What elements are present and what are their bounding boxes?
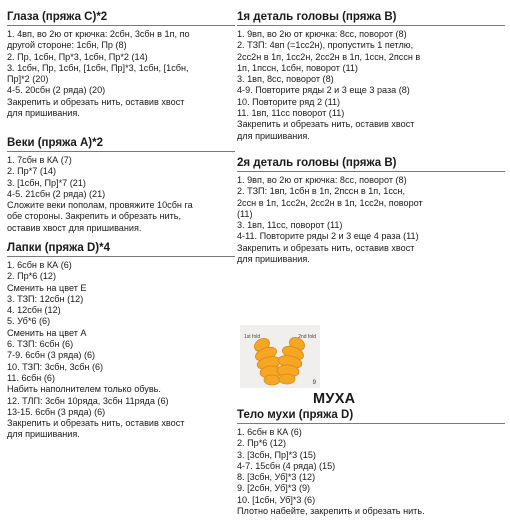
instruction-line: 3. 1сбн, Пр, 1сбн, [1сбн, Пр]*3, 1сбн, [1сбн, <box>7 62 189 73</box>
instruction-line: Сменить на цвет А <box>7 327 87 338</box>
instruction-line: 2. Пр, 1сбн, Пр*3, 1сбн, Пр*2 (14) <box>7 51 148 62</box>
instruction-line: 4. 12сбн (12) <box>7 305 61 316</box>
instruction-line: 11. 1вп, 11сс поворот (11) <box>237 108 345 119</box>
instruction-line: Плотно набейте, закрепить и обрезать нить. <box>237 506 425 517</box>
section-body <box>7 260 235 441</box>
instruction-line: 1. 9вп, во 2ю от крючка: 8сс, поворот (8) <box>237 175 407 185</box>
instruction-line: 3. 1вп, 8сс, поворот (8) <box>237 74 334 85</box>
section-body <box>237 175 505 265</box>
instruction-line: 4-11. Повторите ряды 2 и 3 еще 4 раза (11) <box>237 231 419 242</box>
instruction-line: 1. 6сбн в КА (6) <box>237 427 302 437</box>
section-title: Веки (пряжа А)*2 <box>7 136 235 152</box>
instruction-line: 11. 6сбн (6) <box>7 372 55 383</box>
section-body <box>7 155 235 234</box>
instruction-line: Пр]*2 (20) <box>7 74 49 85</box>
instruction-line: Сложите веки пополам, провяжите 10сбн га <box>7 200 193 211</box>
section-title: 2я деталь головы (пряжа В) <box>237 156 505 172</box>
instruction-line: для пришивания. <box>7 108 80 119</box>
section-title: Тело мухи (пряжа D) <box>237 408 505 424</box>
instruction-line: обе стороны. Закрепить и обрезать нить, <box>7 211 181 222</box>
instruction-line: 4-7. 15сбн (4 ряда) (15) <box>237 460 336 471</box>
section-title: Лапки (пряжа D)*4 <box>7 241 235 257</box>
section-title: Глаза (пряжа С)*2 <box>7 10 235 26</box>
section-body <box>7 29 235 119</box>
page-title: МУХА <box>313 391 356 407</box>
section-head-part-2 <box>237 156 505 265</box>
instruction-line: 1. 7сбн в КА (7) <box>7 155 72 165</box>
head-part-2-image <box>277 335 307 384</box>
section-title: 1я деталь головы (пряжа В) <box>237 10 505 26</box>
instruction-line: 3. 1вп, 11сс, поворот (11) <box>237 220 343 231</box>
photo-label-right: 2nd fold <box>298 334 316 340</box>
instruction-line: 4-5. 20сбн (2 ряда) (20) <box>7 85 106 96</box>
instruction-line: 3. [3сбн, Пр]*3 (15) <box>237 449 316 460</box>
instruction-line: 4-5. 21сбн (2 ряда) (21) <box>7 188 106 199</box>
instruction-line: 6. ТЗП: 6сбн (6) <box>7 339 74 350</box>
instruction-line: 1. 4вп, во 2ю от крючка: 2сбн, 3сбн в 1п, по <box>7 29 190 39</box>
instruction-line: 2. Пр*6 (12) <box>237 438 286 449</box>
instruction-line: 1. 6сбн в КА (6) <box>7 260 72 270</box>
instruction-line: 2. Пр*6 (12) <box>7 271 56 282</box>
instruction-line: 10. ТЗП: 3сбн, 3сбн (6) <box>7 361 104 372</box>
instruction-line: 5. Уб*6 (6) <box>7 316 51 327</box>
instruction-line: 4-9. Повторите ряды 2 и 3 еще 3 раза (8) <box>237 85 410 96</box>
instruction-line: 2. ТЗП: 1вп, 1сбн в 1п, 2пссн в 1п, 1ссн, <box>237 186 405 197</box>
section-body <box>237 427 505 517</box>
instruction-line: 12. ТЛП: 3сбн 10ряда, 3сбн 11ряда (6) <box>7 395 169 406</box>
instruction-line: 7-9. 6сбн (3 ряда) (6) <box>7 350 96 361</box>
instruction-line: 8. [3сбн, Уб]*3 (12) <box>237 472 316 483</box>
instruction-line: Закрепить и обрезать нить, оставив хвост <box>7 418 185 429</box>
instruction-line: 10. Повторите ряд 2 (11) <box>237 96 341 107</box>
section-eyes <box>7 10 235 119</box>
instruction-line: 1п, 1пссн, 1сбн, поворот (11) <box>237 62 358 73</box>
instruction-line: для пришивания. <box>237 254 310 265</box>
instruction-line: Набить наполнителем только обувь. <box>7 384 161 395</box>
instruction-line: 2. Пр*7 (14) <box>7 166 56 177</box>
instruction-line: другой стороне: 1сбн, Пр (8) <box>7 40 127 51</box>
section-legs <box>7 241 235 441</box>
instruction-line: 3. ТЗП: 12сбн (12) <box>7 293 84 304</box>
instruction-line: 3. [1сбн, Пр]*7 (21) <box>7 177 86 188</box>
section-eyelids <box>7 136 235 234</box>
instruction-line: Закрепить и обрезать нить, оставив хвост <box>237 119 415 130</box>
instruction-line: 13-15. 6сбн (3 ряда) (6) <box>7 406 106 417</box>
head-parts-photo <box>240 325 320 388</box>
instruction-line: 1. 9вп, во 2ю от крючка: 8сс, поворот (8) <box>237 29 407 39</box>
instruction-line: оставив хвост для пришивания. <box>7 222 142 233</box>
photo-number: 9 <box>312 380 316 386</box>
instruction-line: 10. [1сбн, Уб]*3 (6) <box>237 494 316 505</box>
instruction-line: 2ссн в 1п, 1сс2н, 2сс2н в 1п, 1сс2н, поворот <box>237 197 423 208</box>
instruction-line: 9. [2сбн, Уб]*3 (9) <box>237 483 311 494</box>
instruction-line: (11) <box>237 208 253 219</box>
instruction-line: Закрепить и обрезать нить, оставив хвост <box>237 242 415 253</box>
instruction-line: Закрепить и обрезать нить, оставив хвост <box>7 96 185 107</box>
instruction-line: для пришивания. <box>7 429 80 440</box>
instruction-line: Сменить на цвет Е <box>7 282 87 293</box>
instruction-line: 2сс2н в 1п, 1сс2н, 2сс2н в 1п, 1ссн, 2пссн в <box>237 51 421 62</box>
section-fly-body <box>237 408 505 517</box>
section-head-part-1 <box>237 10 505 142</box>
instruction-line: 2. ТЗП: 4вп (=1сс2н), пропустить 1 петлю, <box>237 40 414 51</box>
photo-label-left: 1st fold <box>244 334 261 340</box>
instruction-line: для пришивания. <box>237 130 310 141</box>
section-body <box>237 29 505 142</box>
